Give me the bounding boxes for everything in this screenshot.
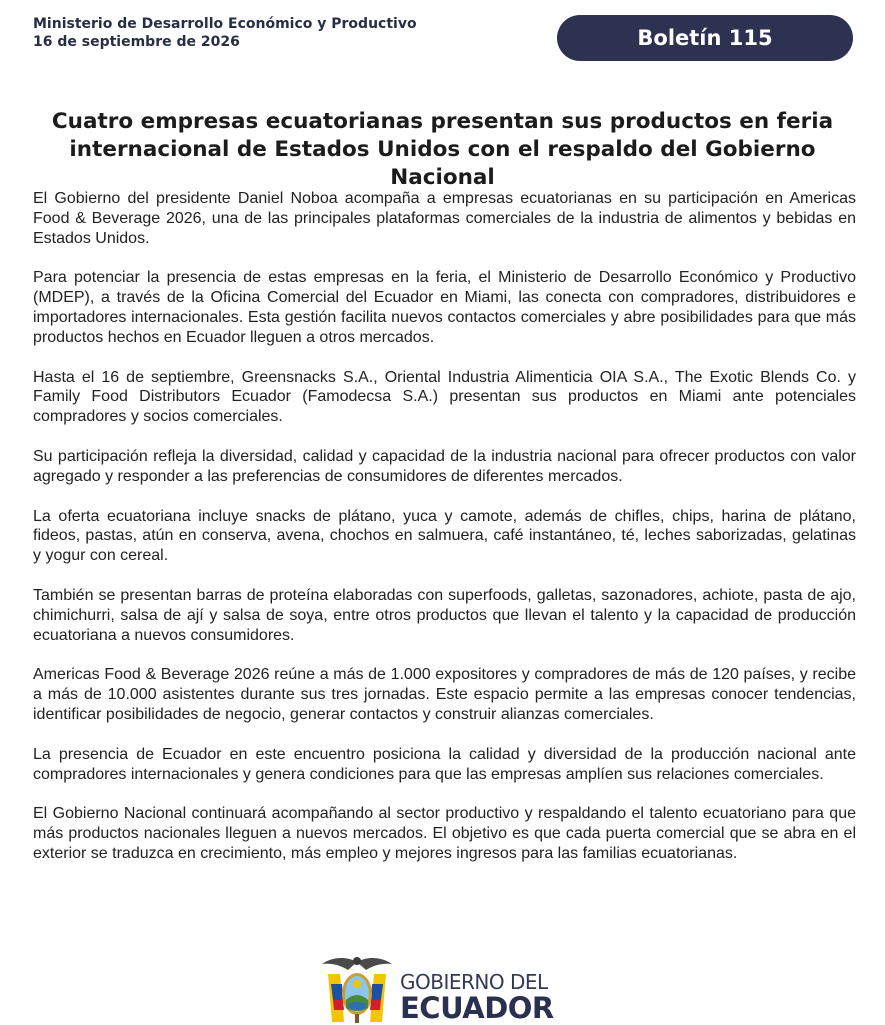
bulletin-number-badge: Boletín 115 xyxy=(557,15,853,61)
paragraph: La oferta ecuatoriana incluye snacks de plátano, yuca y camote, además de chifles, chips, harina de plátano, fideos, pastas, atún en conserva, avena, chochos en salmuera, café instantáneo, té, leches saborizadas, gelatinas y yogur con cereal. xyxy=(33,507,856,565)
paragraph: El Gobierno Nacional continuará acompañando al sector productivo y respaldando el talento ecuatoriano para que más productos nacionales lleguen a nuevos mercados. El objetivo es que cada puerta comercial que se abra en el exterior se traduzca en crecimiento, más empleo y mejores ingresos para las familias ecuatorianas. xyxy=(33,805,856,862)
paragraph: Su participación refleja la diversidad, calidad y capacidad de la industria nacional para ofrecer productos con valor agregado y responder a las preferencias de consumidores de diferentes mercados. xyxy=(33,447,856,485)
paragraph: Hasta el 16 de septiembre, Greensnacks S.A., Oriental Industria Alimenticia OIA S.A., The Exotic Blends Co. y Family Food Distributors Ecuador (Famodecsa S.A.) presentan sus productos en Miami ante potenciales compradores y socios comerciales. xyxy=(33,368,856,426)
ecuador-coat-of-arms-icon xyxy=(318,952,396,1024)
paragraph: Para potenciar la presencia de estas empresas en la feria, el Ministerio de Desarrollo Económico y Productivo (MDEP), a través de la Oficina Comercial del Ecuador en Miami, las conecta con compradores, distribuidores e importadores internacionales. Esta gestión facilita nuevos contactos comerciales y abre posibilidades para que más productos hechos en Ecuador lleguen a otros mercados. xyxy=(33,269,856,346)
document-header xyxy=(33,15,853,63)
ministry-name: Ministerio de Desarrollo Económico y Productivo xyxy=(33,16,417,32)
logo-text-line-1: GOBIERNO DEL xyxy=(400,970,548,994)
bulletin-date: 16 de septiembre de 2026 xyxy=(33,34,240,50)
government-logo xyxy=(318,952,578,1025)
paragraph: La presencia de Ecuador en este encuentro posiciona la calidad y diversidad de la producción nacional ante compradores internacionales y genera condiciones para que las empresas amplíen sus relaciones comerciales. xyxy=(33,745,856,783)
paragraph: El Gobierno del presidente Daniel Noboa acompaña a empresas ecuatorianas en su participación en Americas Food & Beverage 2026, una de las principales plataformas comerciales de la industria de alimentos y bebidas en Estados Unidos. xyxy=(33,190,856,247)
paragraph: Americas Food & Beverage 2026 reúne a más de 1.000 expositores y compradores de más de 120 países, y recibe a más de 10.000 asistentes durante sus tres jornadas. Este espacio permite a las empresas conocer tendencias, identificar posibilidades de negocio, generar contactos y construir alianzas comerciales. xyxy=(33,666,856,723)
paragraph: También se presentan barras de proteína elaboradas con superfoods, galletas, sazonadores, achiote, pasta de ajo, chimichurri, salsa de ají y salsa de soya, entre otros productos que llevan el talento y la capacidad de producción ecuatoriana a nuevos consumidores. xyxy=(33,586,856,644)
page-title xyxy=(25,108,860,192)
ministry-block xyxy=(33,15,417,51)
title-line-1: Cuatro empresas ecuatorianas presentan sus productos en feria xyxy=(51,109,834,134)
logo-text-line-2: ECUADOR xyxy=(400,991,554,1025)
article-body xyxy=(33,189,856,884)
title-line-2: internacional de Estados Unidos con el respaldo del Gobierno Nacional xyxy=(69,137,816,190)
